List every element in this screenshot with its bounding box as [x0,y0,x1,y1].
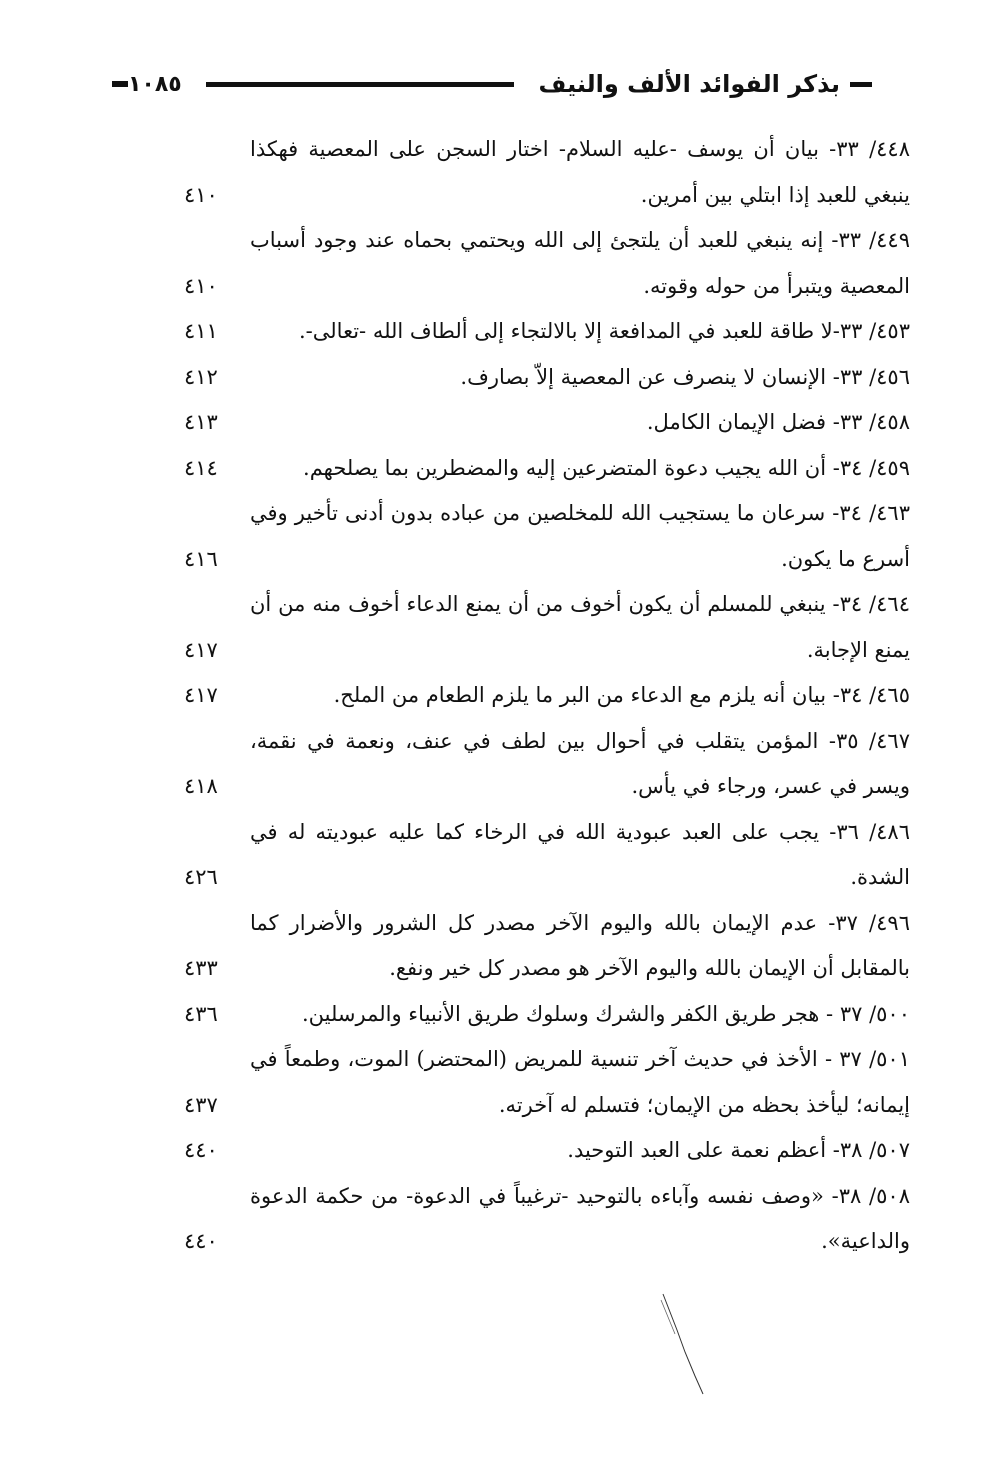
entry-page-ref: ٤١٤ [184,455,218,480]
index-entry [170,491,910,582]
entry-text: ٤٦٧/ ٣٥- المؤمن يتقلب في أحوال بين لطف في عنف، ونعمة في نقمة، ويسر في عسر، ورجاء في يأس. [250,728,910,798]
index-entry [170,1128,910,1174]
index-entry [170,1174,910,1265]
entry-page-ref: ٤٢٦ [184,865,218,889]
entry-text: ٤٥٨/ ٣٣- فضل الإيمان الكامل. [646,410,910,434]
index-entry [170,582,910,673]
header-rule [206,82,515,87]
entry-text: ٤٤٩/ ٣٣- إنه ينبغي للعبد أن يلتجئ إلى الله ويحتمي بحماه عند وجود أسباب المعصية ويتبرأ من حوله وقوته. [250,228,910,298]
entry-page-ref: ٤١٠ [184,273,218,298]
entry-page-ref: ٤١٧ [184,683,218,707]
entry-text: ٤٨٦/ ٣٦- يجب على العبد عبودية الله في الرخاء كما عليه عبوديته له في الشدة. [250,819,910,889]
page-number: ١٠٨٥ [128,71,182,97]
running-title: بذكر الفوائد الألف والنيف [538,70,840,98]
index-entry [170,127,910,218]
entry-page-ref: ٤١٨ [184,774,218,798]
entry-text: ٤٤٨/ ٣٣- بيان أن يوسف -عليه السلام- اختار السجن على المعصية فهكذا ينبغي للعبد إذا ابتلي بين أمرين. [250,137,910,207]
index-entry [170,673,910,719]
index-entry [170,446,910,492]
entry-text: ٥٠٧/ ٣٨- أعظم نعمة على العبد التوحيد. [567,1138,910,1162]
entry-page-ref: ٤٣٧ [184,1092,218,1117]
index-entry [170,901,910,992]
entry-text: ٤٦٣/ ٣٤- سرعان ما يستجيب الله للمخلصين من عباده بدون أدنى تأخير وفي أسرع ما يكون. [250,501,910,571]
entry-text: ٤٥٦/ ٣٣- الإنسان لا ينصرف عن المعصية إلاّ بصارف. [460,364,910,389]
entry-page-ref: ٤١١ [184,319,218,343]
index-entry [170,992,910,1038]
entry-page-ref: ٤١٣ [184,410,218,434]
entry-text: ٤٥٩/ ٣٤- أن الله يجيب دعوة المتضرعين إليه والمضطرين بما يصلحهم. [303,455,910,480]
entry-text: ٤٩٦/ ٣٧- عدم الإيمان بالله واليوم الآخر مصدر كل الشرور والأضرار كما بالمقابل أن الإيمان بالله واليوم الآخر هو مصدر كل خير ونفع. [250,910,910,980]
entry-page-ref: ٤٣٦ [184,1001,218,1026]
entry-page-ref: ٤٤٠ [184,1138,218,1162]
entry-text: ٤٦٥/ ٣٤- بيان أنه يلزم مع الدعاء من البر ما يلزم الطعام من الملح. [333,683,910,707]
page-header [112,62,872,106]
index-entry [170,810,910,901]
entry-text: ٤٦٤/ ٣٤- ينبغي للمسلم أن يكون أخوف من أن يمنع الدعاء أخوف منه من أن يمنع الإجابة. [250,592,910,662]
entry-page-ref: ٤١٠ [184,182,218,207]
pen-stroke-mark [655,1290,715,1400]
index-entry [170,1037,910,1128]
entry-page-ref: ٤١٧ [184,637,218,662]
entry-text: ٥٠١/ ٣٧ - الأخذ في حديث آخر تنسية للمريض (المحتضر) الموت، وطمعاً في إيمانه؛ ليأخذ بحظه من الإيمان؛ فتسلم له آخرته. [250,1047,910,1117]
header-dash [112,81,128,87]
index-entry [170,400,910,446]
entry-text: ٥٠٨/ ٣٨- «وصف نفسه وآباءه بالتوحيد -ترغيباً في الدعوة- من حكمة الدعوة والداعية». [250,1183,910,1253]
index-entry [170,355,910,401]
index-entry [170,309,910,355]
entry-text: ٥٠٠/ ٣٧ - هجر طريق الكفر والشرك وسلوك طريق الأنبياء والمرسلين. [301,1001,910,1026]
entry-page-ref: ٤٣٣ [184,956,218,980]
entry-page-ref: ٤١٦ [184,546,218,571]
entry-page-ref: ٤١٢ [184,364,218,389]
entry-text: ٤٥٣/ ٣٣-لا طاقة للعبد في المدافعة إلا بالالتجاء إلى ألطاف الله -تعالى-. [299,319,910,343]
index-entry [170,218,910,309]
entry-page-ref: ٤٤٠ [184,1229,218,1253]
header-dash [850,82,872,87]
index-entry [170,719,910,810]
index-entries [170,127,910,1265]
